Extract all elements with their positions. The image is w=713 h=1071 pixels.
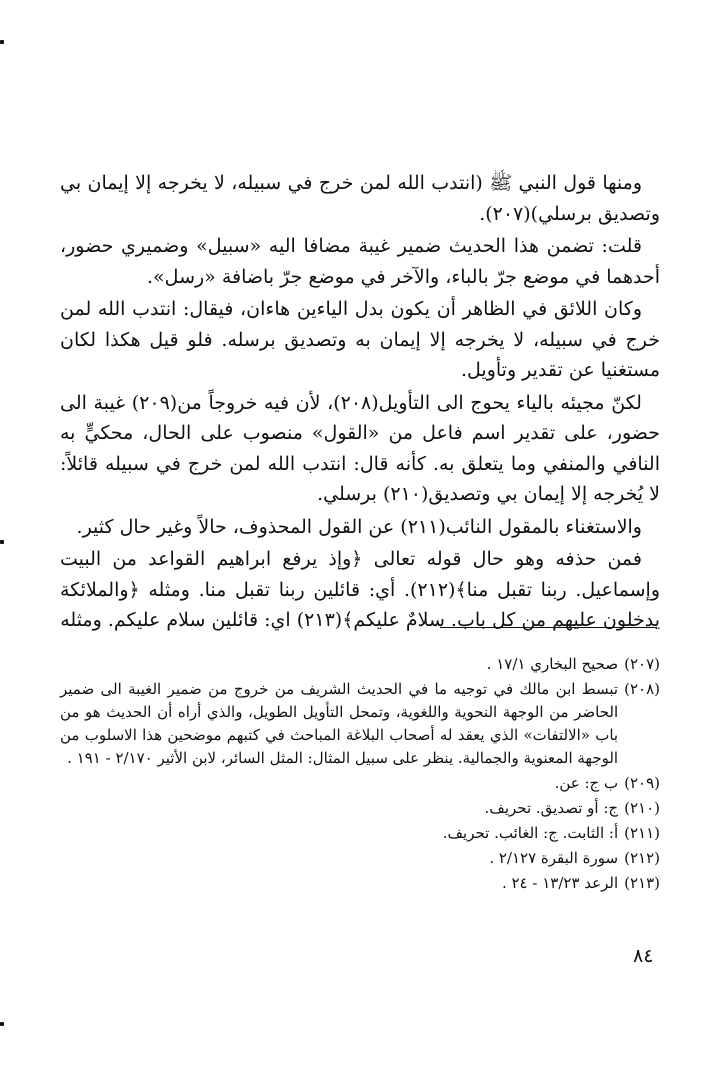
footnote-text: تبسط ابن مالك في توجيه ما في الحديث الشريف من خروج من ضمير الغيبة الى ضمير الحاضر من الوجهة النحوية واللغوية، وتمحل التأويل الطويل، والذي أراه أن الحديث هو من باب «الالتفات» الذي يعقد له أصحاب البلاغة المباحث في كتبهم موضحين هذا الاسلوب من الوجهة المعنوية والجمالية. ينظر على سبيل المثال: المثل السائر، لابن الأثير ٢/١٧٠ - ١٩١ . (60, 680, 619, 767)
paragraph-4: لكنّ مجيئه بالياء يحوج الى التأويل(٢٠٨)، لأن فيه خروجاً من(٢٠٩) غيبة الى حضور، على تقدير اسم فاعل من «القول» منصوب على الحال، محكيٍّ به النافي والمنفي وما يتعلق به. كأنه قال: انتدب الله لمن خرج في سبيله قائلاً: لا يُخرجه إلا إيمان بي وتصديق(٢١٠) برسلي. (60, 391, 660, 505)
footnote-text: أ: الثابت. ج: الغائب. تحريف. (442, 824, 619, 842)
footnote-text: الرعد ١٣/٢٣ - ٢٤ . (501, 874, 619, 892)
footnote-text: ج: أو تصديق. تحريف. (484, 799, 619, 817)
footnote-213 (60, 872, 660, 895)
footnote-211 (60, 822, 660, 845)
footnote-210 (60, 797, 660, 820)
footnote-text: سورة البقرة ٢/١٢٧ . (489, 849, 619, 867)
footnote-number: (٢٠٨) (624, 680, 660, 698)
footnote-212 (60, 847, 660, 870)
paragraph-5: والاستغناء بالمقول النائب(٢١١) عن القول المحذوف، حالاً وغير حال كثير. (76, 515, 642, 538)
footnote-number: (٢٠٧) (624, 655, 660, 673)
scan-mark-middle (0, 540, 4, 544)
footnote-text: صحيح البخاري ١٧/١ . (486, 655, 619, 673)
footnote-209 (60, 772, 660, 795)
footnote-separator (440, 627, 657, 628)
scan-mark-bottom (0, 1022, 4, 1026)
paragraph-6: فمن حذفه وهو حال قوله تعالى ﴿وإذ يرفع ابراهيم القواعد من البيت وإسماعيل. ربنا تقبل منا﴾(٢١٢). أي: قائلين ربنا تقبل منا. ومثله ﴿والملائكة يدخلون عليهم من كل باب. سلامٌ عليكم﴾(٢١٣) اي: قائلين سلام عليكم. ومثله (60, 548, 660, 631)
footnote-208 (60, 678, 660, 770)
paragraph-2: قلت: تضمن هذا الحديث ضمير غيبة مضافا اليه «سبيل» وضميري حضور، أحدهما في موضع جرّ بالباء، والآخر في موضع جرّ باضافة «رسل». (60, 235, 660, 288)
footnote-number: (٢١٣) (624, 874, 660, 892)
scan-mark-top (0, 40, 4, 44)
footnotes (60, 653, 660, 897)
main-text (60, 168, 660, 638)
footnote-number: (٢٠٩) (624, 774, 660, 792)
page-number: ٨٤ (633, 945, 654, 967)
footnote-number: (٢١٢) (624, 849, 660, 867)
paragraph-3: وكان اللائق في الظاهر أن يكون بدل الياءين هاءان، فيقال: انتدب الله لمن خرج في سبيله، لا يخرجه إلا إيمان به وتصديق برسله. فلو قيل هكذا لكان مستغنيا عن تقدير وتأويل. (60, 298, 660, 381)
footnote-number: (٢١١) (624, 824, 660, 842)
footnote-207 (60, 653, 660, 676)
paragraph-1: ومنها قول النبي ﷺ (انتدب الله لمن خرج في سبيله، لا يخرجه إلا إيمان بي وتصديق برسلي)(٢٠٧). (60, 172, 660, 225)
footnote-number: (٢١٠) (624, 799, 660, 817)
footnote-text: ب ج: عن. (554, 774, 619, 792)
